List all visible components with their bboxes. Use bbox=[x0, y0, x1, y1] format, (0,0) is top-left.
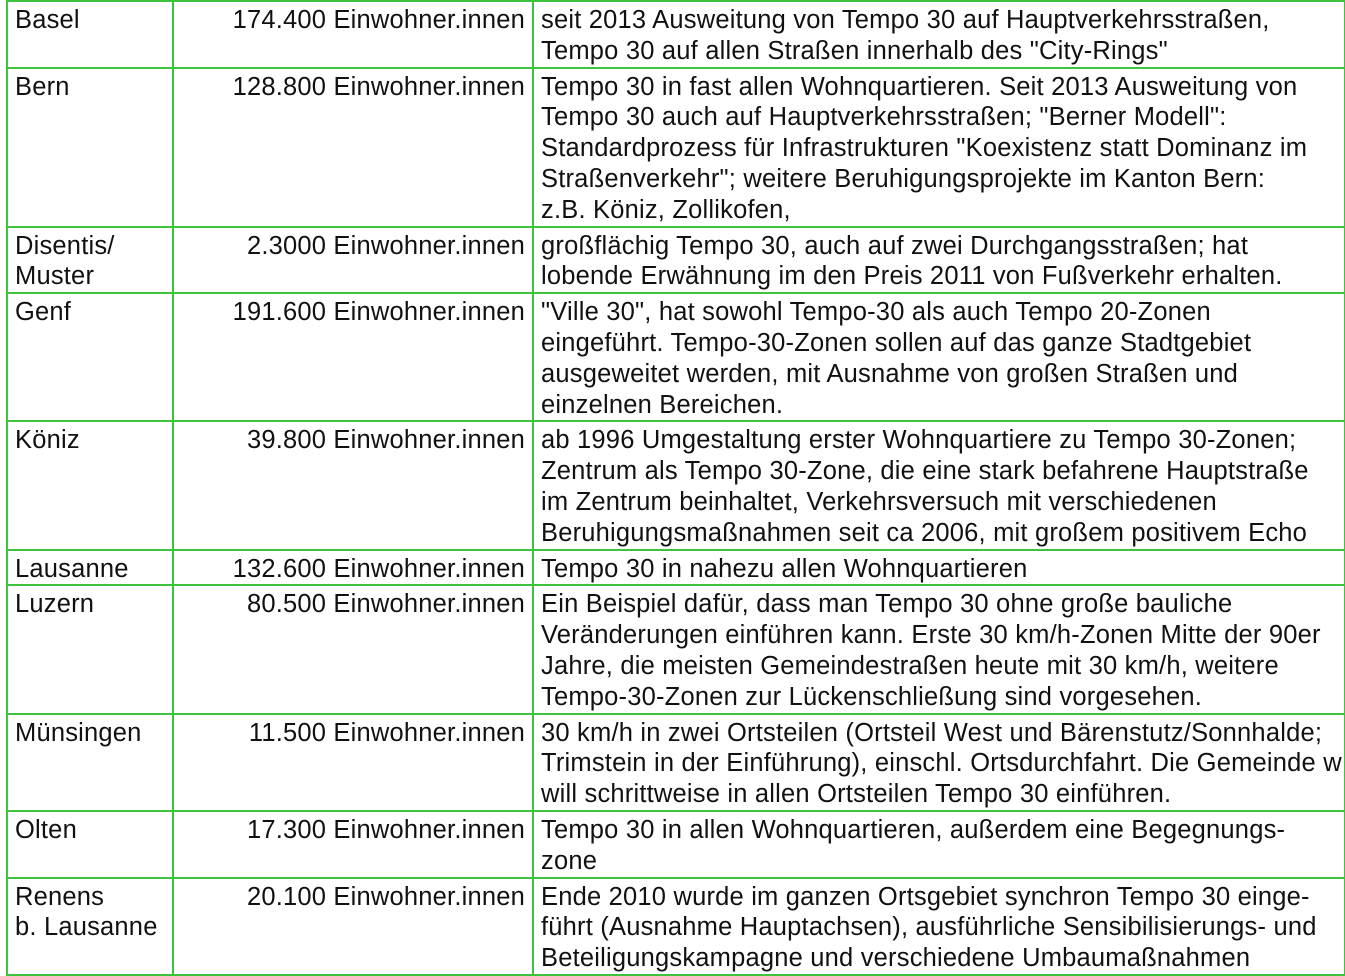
population-cell bbox=[173, 227, 533, 294]
description-line: ab 1996 Umgestaltung erster Wohnquartiere zu Tempo 30-Zonen; bbox=[541, 426, 1297, 455]
population-cell bbox=[173, 811, 533, 878]
population-cell bbox=[173, 550, 533, 586]
table-row bbox=[7, 227, 1345, 294]
description-line: will schrittweise in allen Ortsteilen Tempo 30 einführen. bbox=[541, 780, 1172, 809]
description-line: einzelnen Bereichen. bbox=[541, 390, 784, 419]
description-line: "Ville 30", hat sowohl Tempo-30 als auch Tempo 20-Zonen bbox=[541, 298, 1211, 327]
city-name-line: Basel bbox=[15, 6, 80, 34]
city-cell bbox=[7, 878, 173, 975]
table-row bbox=[7, 1, 1345, 68]
city-cell bbox=[7, 227, 173, 294]
city-name-line: Bern bbox=[15, 72, 70, 101]
population-cell bbox=[173, 585, 533, 713]
description-line: Trimstein in der Einführung), einschl. Ortsdurchfahrt. Die Gemeinde w bbox=[541, 749, 1342, 778]
population-value: 174.400 Einwohner.innen bbox=[232, 6, 525, 34]
city-cell bbox=[7, 1, 173, 68]
description-cell bbox=[533, 878, 1345, 975]
table-row bbox=[7, 421, 1345, 549]
population-value: 191.600 Einwohner.innen bbox=[232, 298, 525, 327]
description-line: lobende Erwähnung im den Preis 2011 von Fußverkehr erhalten. bbox=[541, 262, 1283, 291]
description-line: Zentrum als Tempo 30-Zone, die eine stark befahrene Hauptstraße bbox=[541, 457, 1309, 486]
city-name-line: Luzern bbox=[15, 590, 95, 619]
city-name-line: Genf bbox=[15, 298, 72, 327]
description-cell bbox=[533, 550, 1345, 586]
city-cell bbox=[7, 811, 173, 878]
population-value: 2.3000 Einwohner.innen bbox=[246, 231, 525, 260]
population-cell bbox=[173, 714, 533, 811]
description-line: Standardprozess für Infrastrukturen "Koexistenz statt Dominanz im bbox=[541, 134, 1308, 163]
description-line: Tempo 30 in fast allen Wohnquartieren. Seit 2013 Ausweitung von bbox=[541, 72, 1298, 101]
description-line: im Zentrum beinhaltet, Verkehrsversuch mit verschiedenen bbox=[541, 487, 1217, 516]
city-name-line: b. Lausanne bbox=[15, 913, 158, 942]
city-speed-table bbox=[6, 0, 1345, 976]
description-line: Tempo-30-Zonen zur Lückenschließung sind vorgesehen. bbox=[541, 682, 1203, 711]
description-cell bbox=[533, 227, 1345, 294]
table-row bbox=[7, 68, 1345, 227]
description-line: zone bbox=[541, 846, 598, 875]
city-cell bbox=[7, 714, 173, 811]
table-body bbox=[7, 1, 1345, 975]
city-cell bbox=[7, 585, 173, 713]
population-value: 20.100 Einwohner.innen bbox=[246, 882, 525, 911]
population-cell bbox=[173, 293, 533, 421]
description-line: Straßenverkehr"; weitere Beruhigungsprojekte im Kanton Bern: bbox=[541, 164, 1266, 193]
population-cell bbox=[173, 68, 533, 227]
description-line: führt (Ausnahme Hauptachsen), ausführliche Sensibilisierungs- und bbox=[541, 913, 1317, 942]
description-line: eingeführt. Tempo-30-Zonen sollen auf das ganze Stadtgebiet bbox=[541, 328, 1252, 357]
description-line: Tempo 30 auf allen Straßen innerhalb des "City-Rings" bbox=[541, 36, 1168, 65]
description-line: Beruhigungsmaßnahmen seit ca 2006, mit großem positivem Echo bbox=[541, 518, 1308, 547]
population-value: 17.300 Einwohner.innen bbox=[246, 815, 525, 844]
description-line: seit 2013 Ausweitung von Tempo 30 auf Hauptverkehrsstraßen, bbox=[541, 6, 1270, 34]
description-cell bbox=[533, 68, 1345, 227]
population-cell bbox=[173, 421, 533, 549]
description-cell bbox=[533, 1, 1345, 68]
table-row bbox=[7, 811, 1345, 878]
city-cell bbox=[7, 293, 173, 421]
population-value: 132.600 Einwohner.innen bbox=[232, 554, 525, 583]
population-value: 80.500 Einwohner.innen bbox=[246, 590, 525, 619]
city-name-line: Muster bbox=[15, 262, 95, 291]
city-cell bbox=[7, 421, 173, 549]
population-value: 11.500 Einwohner.innen bbox=[248, 718, 525, 747]
description-cell bbox=[533, 293, 1345, 421]
description-line: ausgeweitet werden, mit Ausnahme von großen Straßen und bbox=[541, 359, 1239, 388]
description-line: Tempo 30 in allen Wohnquartieren, außerdem eine Begegnungs- bbox=[541, 815, 1286, 844]
city-name-line: Lausanne bbox=[15, 554, 129, 583]
description-line: Veränderungen einführen kann. Erste 30 km/h-Zonen Mitte der 90er bbox=[541, 621, 1321, 650]
table-row bbox=[7, 550, 1345, 586]
table-row bbox=[7, 714, 1345, 811]
description-cell bbox=[533, 585, 1345, 713]
population-cell bbox=[173, 878, 533, 975]
description-cell bbox=[533, 421, 1345, 549]
table-row bbox=[7, 585, 1345, 713]
description-line: Ein Beispiel dafür, dass man Tempo 30 ohne große bauliche bbox=[541, 590, 1233, 619]
description-line: großflächig Tempo 30, auch auf zwei Durchgangsstraßen; hat bbox=[541, 231, 1249, 260]
description-cell bbox=[533, 714, 1345, 811]
table-row bbox=[7, 293, 1345, 421]
description-line: Jahre, die meisten Gemeindestraßen heute mit 30 km/h, weitere bbox=[541, 651, 1279, 680]
population-value: 39.800 Einwohner.innen bbox=[246, 426, 525, 455]
city-name-line: Olten bbox=[15, 815, 77, 844]
description-line: Beteiligungskampagne und verschiedene Umbaumaßnahmen bbox=[541, 944, 1251, 973]
city-name-line: Renens bbox=[15, 882, 105, 911]
city-name-line: Disentis/ bbox=[15, 231, 115, 260]
description-line: Ende 2010 wurde im ganzen Ortsgebiet synchron Tempo 30 einge- bbox=[541, 882, 1310, 911]
city-cell bbox=[7, 68, 173, 227]
city-name-line: Köniz bbox=[15, 426, 80, 455]
city-name-line: Münsingen bbox=[15, 718, 142, 747]
description-line: 30 km/h in zwei Ortsteilen (Ortsteil West und Bärenstutz/Sonnhalde; bbox=[541, 718, 1323, 747]
description-line: Tempo 30 auch auf Hauptverkehrsstraßen; "Berner Modell": bbox=[541, 103, 1227, 132]
description-line: z.B. Köniz, Zollikofen, bbox=[541, 195, 791, 224]
city-cell bbox=[7, 550, 173, 586]
population-cell bbox=[173, 1, 533, 68]
population-value: 128.800 Einwohner.innen bbox=[232, 72, 525, 101]
description-cell bbox=[533, 811, 1345, 878]
table-row bbox=[7, 878, 1345, 975]
description-line: Tempo 30 in nahezu allen Wohnquartieren bbox=[541, 554, 1028, 583]
